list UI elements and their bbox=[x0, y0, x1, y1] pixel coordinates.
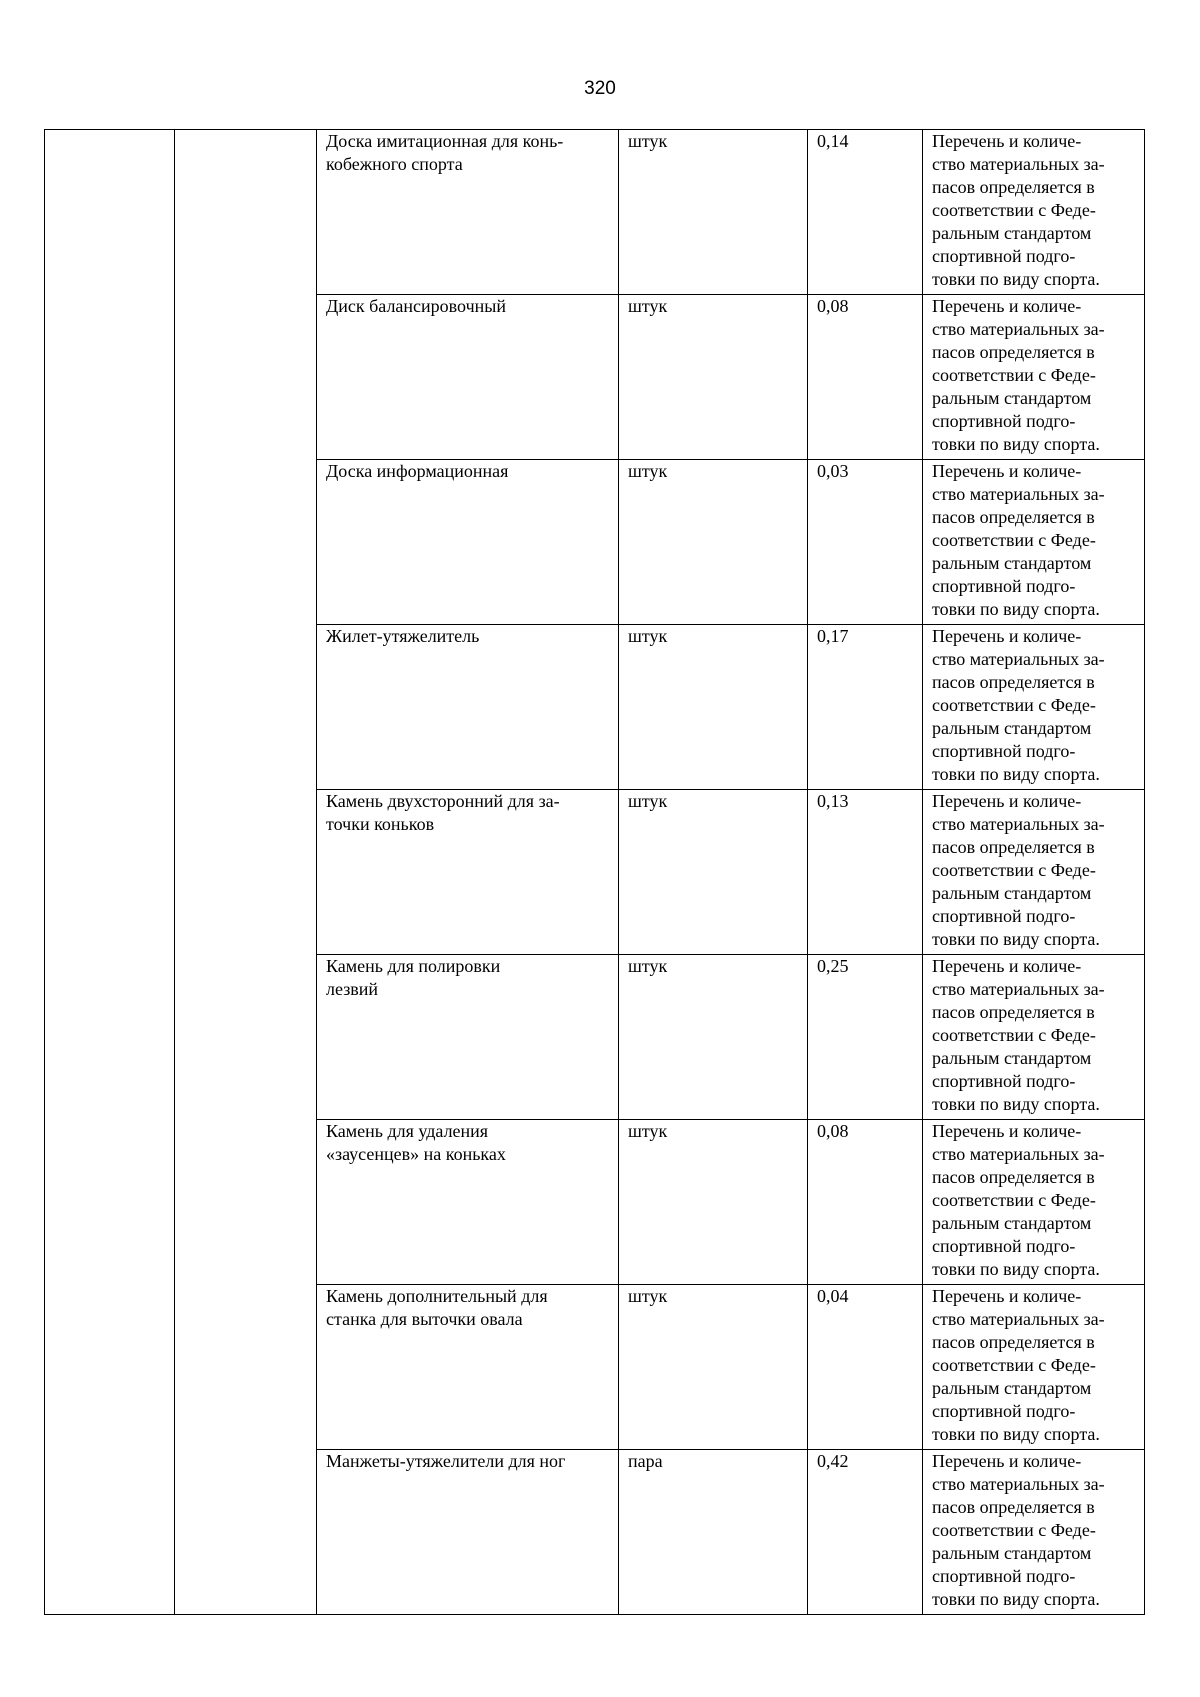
item-name: Доска информационная bbox=[317, 460, 619, 625]
item-quantity: 0,25 bbox=[808, 955, 923, 1120]
item-name: Жилет-утяжелитель bbox=[317, 625, 619, 790]
item-note: Перечень и количе- ство материальных за- пасов определяется в соответствии с Феде- ральным стандартом спортивной подго- товки по виду спорта. bbox=[923, 130, 1145, 295]
item-unit: штук bbox=[619, 625, 808, 790]
item-note: Перечень и количе- ство материальных за- пасов определяется в соответствии с Феде- ральным стандартом спортивной подго- товки по виду спорта. bbox=[923, 955, 1145, 1120]
item-unit: штук bbox=[619, 130, 808, 295]
item-unit: штук bbox=[619, 1285, 808, 1450]
merged-empty-cell-1 bbox=[45, 130, 175, 1615]
item-note: Перечень и количе- ство материальных за- пасов определяется в соответствии с Феде- ральным стандартом спортивной подго- товки по виду спорта. bbox=[923, 1285, 1145, 1450]
page-number: 320 bbox=[584, 78, 616, 99]
item-note: Перечень и количе- ство материальных за- пасов определяется в соответствии с Феде- ральным стандартом спортивной подго- товки по виду спорта. bbox=[923, 1450, 1145, 1615]
item-quantity: 0,08 bbox=[808, 1120, 923, 1285]
item-unit: штук bbox=[619, 460, 808, 625]
item-unit: пара bbox=[619, 1450, 808, 1615]
item-quantity: 0,14 bbox=[808, 130, 923, 295]
item-name: Камень для удаления «заусенцев» на коньках bbox=[317, 1120, 619, 1285]
item-note: Перечень и количе- ство материальных за- пасов определяется в соответствии с Феде- ральным стандартом спортивной подго- товки по виду спорта. bbox=[923, 625, 1145, 790]
item-quantity: 0,13 bbox=[808, 790, 923, 955]
item-unit: штук bbox=[619, 295, 808, 460]
item-note: Перечень и количе- ство материальных за- пасов определяется в соответствии с Феде- ральным стандартом спортивной подго- товки по виду спорта. bbox=[923, 460, 1145, 625]
item-note: Перечень и количе- ство материальных за- пасов определяется в соответствии с Феде- ральным стандартом спортивной подго- товки по виду спорта. bbox=[923, 295, 1145, 460]
item-unit: штук bbox=[619, 1120, 808, 1285]
item-quantity: 0,08 bbox=[808, 295, 923, 460]
item-quantity: 0,03 bbox=[808, 460, 923, 625]
table-row bbox=[45, 130, 1145, 295]
item-quantity: 0,42 bbox=[808, 1450, 923, 1615]
item-quantity: 0,17 bbox=[808, 625, 923, 790]
item-name: Диск балансировочный bbox=[317, 295, 619, 460]
merged-empty-cell-2 bbox=[175, 130, 317, 1615]
item-name: Манжеты-утяжелители для ног bbox=[317, 1450, 619, 1615]
item-name: Доска имитационная для конь- кобежного спорта bbox=[317, 130, 619, 295]
item-name: Камень дополнительный для станка для выточки овала bbox=[317, 1285, 619, 1450]
item-name: Камень двухсторонний для за- точки коньков bbox=[317, 790, 619, 955]
item-note: Перечень и количе- ство материальных за- пасов определяется в соответствии с Феде- ральным стандартом спортивной подго- товки по виду спорта. bbox=[923, 1120, 1145, 1285]
item-unit: штук bbox=[619, 955, 808, 1120]
item-name: Камень для полировки лезвий bbox=[317, 955, 619, 1120]
item-quantity: 0,04 bbox=[808, 1285, 923, 1450]
equipment-table bbox=[44, 129, 1145, 1615]
item-unit: штук bbox=[619, 790, 808, 955]
item-note: Перечень и количе- ство материальных за- пасов определяется в соответствии с Феде- ральным стандартом спортивной подго- товки по виду спорта. bbox=[923, 790, 1145, 955]
